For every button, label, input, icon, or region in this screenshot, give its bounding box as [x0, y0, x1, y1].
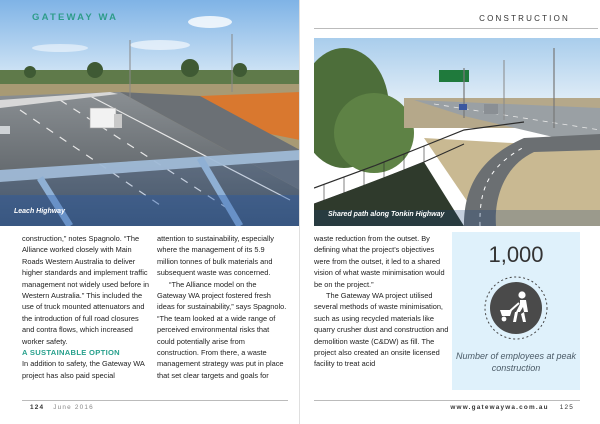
- footer-right: [450, 404, 574, 411]
- page-number: 124: [30, 404, 45, 411]
- page-number: 125: [559, 404, 574, 411]
- stat-callout-box: [452, 232, 580, 390]
- footer-left: [30, 404, 94, 411]
- paragraph: The Gateway WA project utilised several methods of waste minimisation, such as using recycled materials like quarry crusher dust and construction and demolition waste (C&DW) as fill. The project also created an onsite licensed facility to treat acid: [314, 291, 449, 369]
- photo-caption-left: Leach Highway: [14, 208, 65, 215]
- text-column-3: [314, 233, 449, 370]
- section-subhead: A SUSTAINABLE OPTION: [22, 348, 120, 358]
- paragraph: construction,” notes Spagnolo. “The Alliance worked closely with Main Roads Western Australia to deliver higher standards and implement traffic management not widely used before in Western Australia.” This included the use of truck mounted attenuators and the introduction of full road closures and contra flows, which increased worker safety.: [22, 234, 149, 346]
- text-column-2: [157, 233, 287, 381]
- photo-caption-right: Shared path along Tonkin Highway: [328, 211, 445, 218]
- right-page: [300, 0, 600, 424]
- footer-divider: [314, 400, 580, 401]
- section-header: CONSTRUCTION: [479, 14, 570, 23]
- footer-divider: [22, 400, 288, 401]
- paragraph: attention to sustainability, especially where the management of its 5.9 million tonnes of bulk materials and subsequent waste was concerned.: [157, 234, 274, 278]
- paragraph: In addition to safety, the Gateway WA project has also paid special: [22, 359, 145, 380]
- issue-date: June 2016: [53, 404, 94, 411]
- website-url: www.gatewaywa.com.au: [450, 404, 549, 411]
- stat-label: Number of employees at peak construction: [455, 351, 577, 373]
- stat-number: 1,000: [488, 242, 544, 267]
- leach-highway-photo: [0, 0, 300, 226]
- shared-path-photo: [314, 38, 600, 226]
- paragraph: “The Alliance model on the Gateway WA project fostered fresh ideas for sustainability,” says Spagnolo. “The team looked at a wide range of perceived environmental risks that could potentially arise from construction. From there, a waste management strategy was put in place that set clear targets and goals for: [157, 279, 287, 380]
- paragraph: waste reduction from the outset. By defining what the project’s objectives were from the outset, it led to a shared vision of what waste minimisation would be on the project.”: [314, 234, 445, 289]
- magazine-section-title: GATEWAY WA: [32, 12, 119, 23]
- construction-worker-icon: [482, 274, 550, 347]
- text-column-1: [22, 233, 152, 381]
- header-divider: [314, 28, 598, 29]
